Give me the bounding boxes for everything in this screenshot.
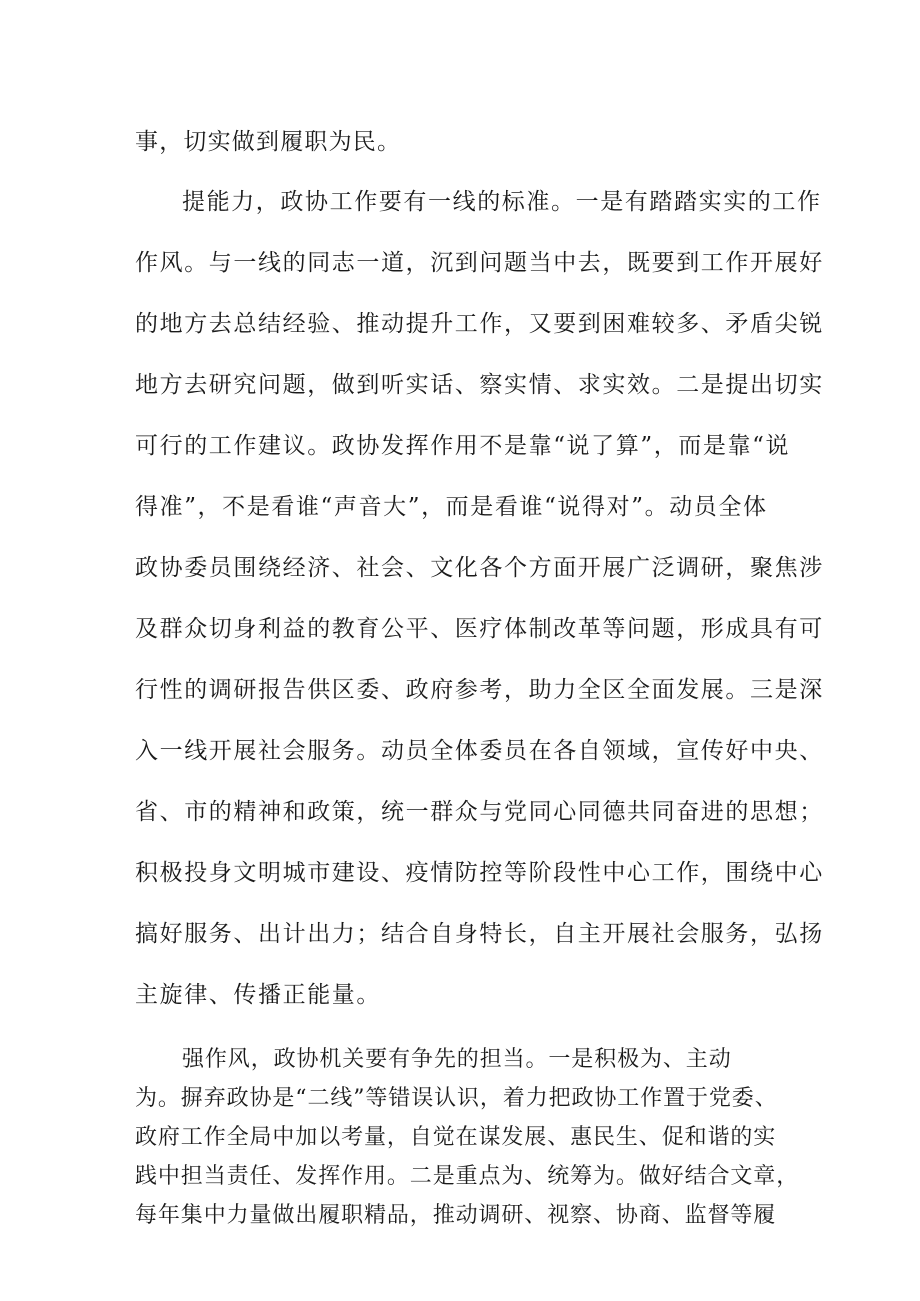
- text-line: 强作风，政协机关要有争先的担当。一是积极为、主动: [182, 1047, 732, 1072]
- text-line: 为。摒弃政协是“二线”等错误认识，着力把政协工作置于党委、: [135, 1086, 778, 1111]
- text-line: 入一线开展社会服务。动员全体委员在各自领域，宣传好中央、: [135, 738, 824, 764]
- text-line: 政府工作全局中加以考量，自觉在谋发展、惠民生、促和谐的实: [135, 1125, 777, 1150]
- text-line: 省、市的精神和政策，统一群众与党同心同德共同奋进的思想；: [135, 799, 824, 825]
- text-line: 的地方去总结经验、推动提升工作，又要到困难较多、矛盾尖锐: [135, 311, 824, 337]
- text-line: 主旋律、传播正能量。: [135, 982, 381, 1008]
- text-line: 地方去研究问题，做到听实话、察实情、求实效。二是提出切实: [135, 372, 824, 398]
- text-line: 及群众切身利益的教育公平、医疗体制改革等问题，形成具有可: [135, 616, 824, 642]
- text-line: 可行的工作建议。政协发挥作用不是靠“说了算”，而是靠“说: [135, 433, 791, 459]
- text-line: 每年集中力量做出履职精品，推动调研、视察、协商、监督等履: [135, 1203, 777, 1228]
- text-line: 搞好服务、出计出力；结合自身特长，自主开展社会服务，弘扬: [135, 921, 824, 947]
- text-line: 政协委员围绕经济、社会、文化各个方面开展广泛调研，聚焦涉: [135, 555, 824, 581]
- text-line: 得准”，不是看谁“声音大”，而是看谁“说得对”。动员全体: [135, 494, 768, 520]
- text-line: 事，切实做到履职为民。: [135, 129, 402, 155]
- text-line: 践中担当责任、发挥作用。二是重点为、统筹为。做好结合文章，: [135, 1164, 800, 1189]
- text-line: 作风。与一线的同志一道，沉到问题当中去，既要到工作开展好: [135, 250, 824, 276]
- text-line: 提能力，政协工作要有一线的标准。一是有踏踏实实的工作: [182, 189, 822, 215]
- text-line: 行性的调研报告供区委、政府参考，助力全区全面发展。三是深: [135, 677, 824, 703]
- text-line: 积极投身文明城市建设、疫情防控等阶段性中心工作，围绕中心: [135, 860, 824, 886]
